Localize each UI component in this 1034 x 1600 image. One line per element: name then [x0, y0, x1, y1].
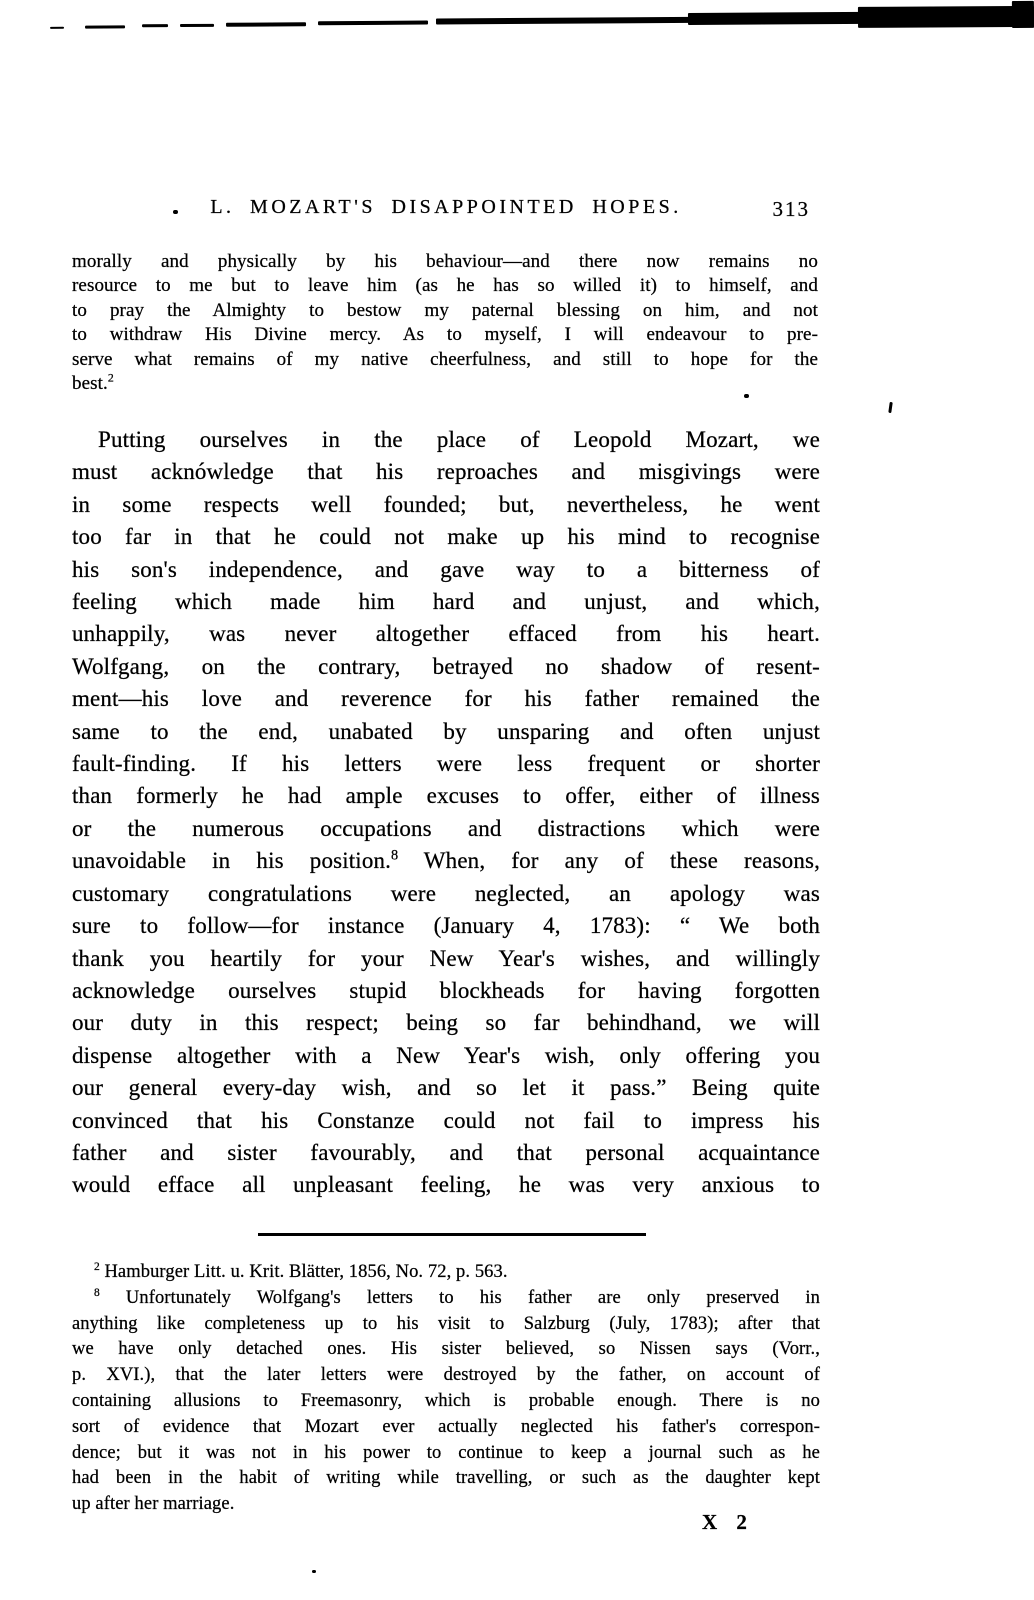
scan-artifact-dash	[85, 25, 125, 28]
body-line: same to the end, unabated by unsparing and often unjust	[72, 718, 820, 744]
scan-artifact-band	[688, 12, 866, 25]
signature-mark: X 2	[702, 1510, 749, 1534]
scan-artifact-dash	[226, 22, 306, 26]
page-header	[72, 196, 820, 226]
footnote-line: had been in the habit of writing while travelling, or such as the daughter kept	[72, 1468, 820, 1489]
body-line: sure to follow—for instance (January 4, 1783): “ We both	[72, 913, 820, 939]
body-line: would efface all unpleasant feeling, he was very anxious to	[72, 1172, 820, 1198]
body-line: ment—his love and reverence for his father remained the	[72, 686, 820, 712]
footnotes	[72, 1260, 820, 1518]
scan-artifact-dot	[744, 394, 749, 398]
quote-line: serve what remains of my native cheerfulness, and still to hope for the	[72, 348, 818, 370]
body-line: Wolfgang, on the contrary, betrayed no shadow of resent-	[72, 653, 820, 679]
footnote-line: sort of evidence that Mozart ever actually neglected his father's correspon-	[72, 1416, 820, 1437]
body-line: must acknówledge that his reproaches and misgivings were	[72, 459, 820, 485]
scan-artifact-smear	[318, 21, 428, 26]
body-line: fault-finding. If his letters were less frequent or shorter	[72, 751, 820, 777]
body-line: in some respects well founded; but, nevertheless, he went	[72, 491, 820, 517]
footnote-line: containing allusions to Freemasonry, which is probable enough. There is no	[72, 1390, 820, 1411]
footnote-line: we have only detached ones. His sister believed, so Nissen says (Vorr.,	[72, 1339, 820, 1360]
scan-artifact-dash	[50, 27, 64, 29]
footnote-line: anything like completeness up to his visit to Salzburg (July, 1783); after that	[72, 1313, 820, 1334]
body-line: customary congratulations were neglected, an apology was	[72, 880, 820, 906]
scan-artifact-dash	[180, 24, 214, 27]
footnote-line: $^8$ Unfortunately Wolfgang's letters to his father are only preserved in	[94, 1286, 820, 1308]
body-line: his son's independence, and gave way to a bitterness of	[72, 556, 820, 582]
body-line: feeling which made him hard and unjust, and which,	[72, 589, 820, 615]
body-paragraph	[72, 424, 820, 1202]
footnote-line: up after her marriage.	[72, 1494, 235, 1515]
scan-artifact-corner	[1012, 1, 1034, 28]
footnote-line: dence; but it was not in his power to continue to keep a journal such as he	[72, 1442, 820, 1463]
scan-artifact-block	[858, 6, 1034, 28]
scan-artifacts	[0, 0, 1034, 43]
body-line: our duty in this respect; being so far behindhand, we will	[72, 1010, 820, 1036]
block-quote	[72, 250, 818, 396]
body-line: too far in that he could not make up his mind to recognise	[72, 524, 820, 550]
scan-artifact-dash	[142, 24, 168, 27]
quote-line: morally and physically by his behaviour—and there now remains no	[72, 251, 818, 272]
scan-artifact-speck	[888, 402, 893, 413]
body-line: unavoidable in his position.$^8$ When, for any of these reasons,	[72, 847, 820, 874]
body-line: unhappily, was never altogether effaced from his heart.	[72, 621, 820, 647]
body-line: Putting ourselves in the place of Leopold Mozart, we	[98, 427, 820, 452]
footnote-rule	[258, 1233, 646, 1236]
scan-artifact-dot	[173, 210, 178, 214]
quote-line: to pray the Almighty to bestow my paternal blessing on him, and not	[72, 299, 818, 321]
body-line: our general every-day wish, and so let it pass.” Being quite	[72, 1075, 820, 1101]
body-line: or the numerous occupations and distractions which were	[72, 815, 820, 841]
scan-artifact-band	[436, 17, 692, 25]
quote-line: to withdraw His Divine mercy. As to myself, I will endeavour to pre-	[72, 324, 818, 346]
quote-line: best.$^2$	[72, 371, 114, 395]
page-number: 313	[772, 197, 810, 221]
body-line: than formerly he had ample excuses to offer, either of illness	[72, 783, 820, 809]
scan-artifact-dot	[312, 1570, 316, 1573]
running-title: L. MOZART'S DISAPPOINTED HOPES.	[210, 196, 682, 218]
quote-line: resource to me but to leave him (as he has so willed it) to himself, and	[72, 275, 818, 297]
body-line: thank you heartily for your New Year's wishes, and willingly	[72, 945, 820, 971]
footnote-line: p. XVI.), that the later letters were destroyed by the father, on account of	[72, 1365, 820, 1386]
footnote-line: $^2$ Hamburger Litt. u. Krit. Blätter, 1856, No. 72, p. 563.	[94, 1260, 508, 1282]
body-line: father and sister favourably, and that personal acquaintance	[72, 1139, 820, 1165]
body-line: acknowledge ourselves stupid blockheads for having forgotten	[72, 977, 820, 1003]
body-line: convinced that his Constanze could not fail to impress his	[72, 1107, 820, 1133]
body-line: dispense altogether with a New Year's wish, only offering you	[72, 1042, 820, 1068]
